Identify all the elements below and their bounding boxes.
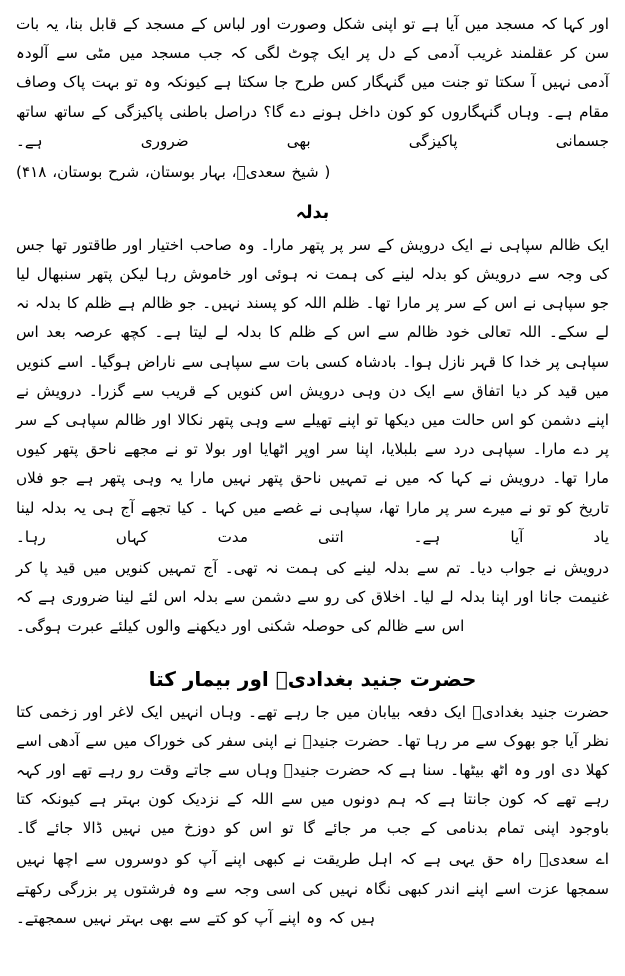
junaid-paragraph-1: حضرت جنید بغدادیؒ ایک دفعہ بیابان میں جا رہے تھے۔ وہاں انہیں ایک لاغر اور زخمی کتا نظر آیا جو بھوک سے مر رہا تھا۔ حضرت جنیدؒ نے اپنی سفر کی خوراک میں سے آدھی اسے کھلا دی اور وہ اٹھ بیٹھا۔ سنا ہے کہ حضرت جنیدؒ وہاں سے جاتے وقت رو رہے تھے اور کہہ رہے تھے کہ کون جانتا ہے کہ ہم دونوں میں سے اللہ کے نزدیک کون بہتر ہے کیونکہ کتا باوجود اپنی تمام بدنامی کے جب مر جائے گا تو اس کو دوزخ میں نہیں ڈالا جائے گا۔ [16,702,609,838]
heading-badla: بدلہ [295,203,330,224]
heading-hazrat-junaid-baghdadi: حضرت جنید بغدادیؒ اور بیمار کتا [148,666,477,691]
spacer [16,189,609,193]
spacer [16,644,609,652]
badla-paragraph-1: ایک ظالم سپاہی نے ایک درویش کے سر پر پتھر مارا۔ وہ صاحب اختیار اور طاقتور تھا جس کی وجہ سے درویش کو بدلہ لینے کی ہمت نہ ہوئی اور خاموش رہا لیکن پتھر سنبھال لیا جو سپاہی نے اس کے سر پر مارا تھا۔ ظلم اللہ کو پسند نہیں۔ جو ظالم ہے ظلم کا بدلہ نہ لے سکے۔ اللہ تعالی خود ظالم سے اس کے ظلم کا بدلہ لے لیتا ہے۔ کچھ عرصہ بعد اس سپاہی پر خدا کا قہر نازل ہوا۔ بادشاہ کسی بات سے سپاہی سے ناراض ہوگیا۔ اسے کنویں میں قید کر دیا اتفاق سے ایک دن وہی درویش اس کنویں کے قریب سے گزرا۔ درویش نے اپنے دشمن کو اس حالت میں دیکھا تو اپنے تھیلے سے وہی پتھر نکالا اور ظالم سپاہی کے سر پر دے مارا۔ سپاہی درد سے بلبلایا، اپنا سر اوپر اٹھایا اور بولا تو نے مجھے ناحق پتھر کیوں مارا تھا۔ درویش نے کہا کہ میں نے تمہیں ناحق پتھر نہیں مارا یہ وہی پتھر ہے جو فلاں تاریخ کو تو نے میرے سر پر مارا تھا، سپاہی نے غصے میں کہا ۔ کیا تجھے آج ہی یہ بدلہ لینا یاد آیا ہے۔ اتنی مدت کہاں رہا۔ [16,235,609,546]
intro-source-citation: ( شیخ سعدیؒ، بہار بوستان، شرح بوستان، ۴۱۸) [16,162,331,181]
intro-paragraph: اور کہا کہ مسجد میں آیا ہے تو اپنی شکل وصورت اور لباس کے مسجد کے قابل بنا، یہ بات سن کر عقلمند غریب آدمی کے دل پر ایک چوٹ لگی کہ جب مسجد میں مٹی سے آلودہ آدمی نہیں آ سکتا تو جنت میں گنہگار کس طرح جا سکتا ہے کیونکہ وہ تو بہت پاک وصاف مقام ہے۔ وہاں گنہگاروں کو کون داخل ہونے دے گا؟ دراصل باطنی پاکیزگی کے ساتھ ساتھ جسمانی پاکیزگی بھی ضروری ہے۔ [16,15,609,150]
badla-paragraph-2: درویش نے جواب دیا۔ تم سے بدلہ لینے کی ہمت نہ تھی۔ آج تمہیں کنویں میں قید پا کر غنیمت جانا اور اپنا بدلہ لے لیا۔ اخلاق کی رو سے دشمن سے بدلہ اس لئے لینا ضروری ہے کہ اس سے ظالم کی حوصلہ شکنی اور دیکھنے والوں کیلئے عبرت ہوگی۔ [16,558,609,636]
junaid-paragraph-2: اے سعدیؒ راہ حق یہی ہے کہ اہل طریقت نے کبھی اپنے آپ کو دوسروں سے اچھا نہیں سمجھا عزت اسے اپنے اندر کبھی نگاہ نہیں کی اسی وجہ سے وہ فرشتوں پر بزرگی رکھتے ہیں کہ وہ اپنے آپ کو کتے سے بھی بہتر نہیں سمجھتے۔ [16,850,609,927]
